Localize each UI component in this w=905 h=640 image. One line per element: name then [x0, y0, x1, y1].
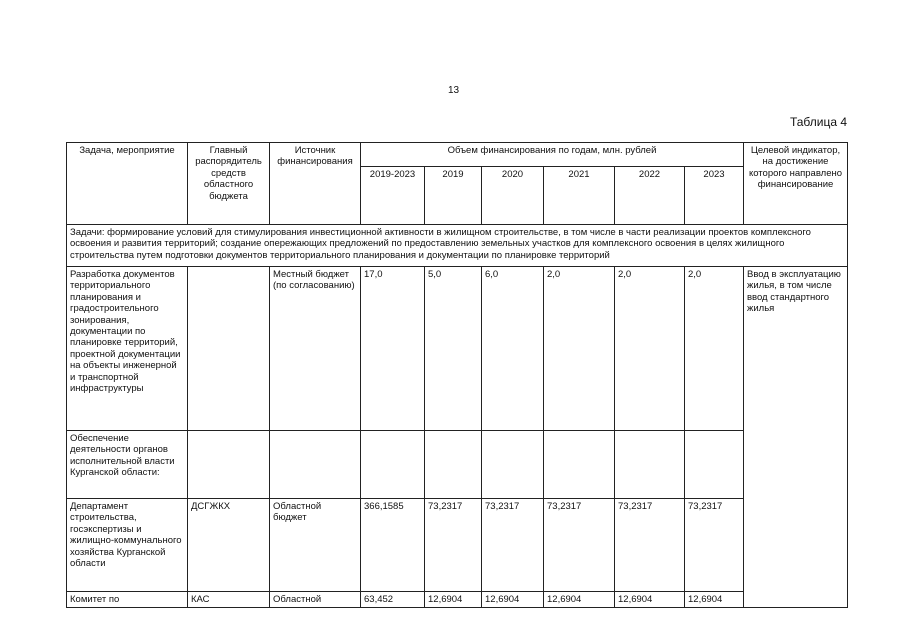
cell-value — [544, 431, 615, 499]
cell-value: 12,6904 — [615, 592, 685, 608]
table-row — [67, 267, 848, 431]
table-row — [67, 431, 848, 499]
cell-manager: ДСГЖКХ — [188, 499, 270, 592]
cell-value — [361, 431, 425, 499]
cell-value: 12,6904 — [544, 592, 615, 608]
cell-task: Департамент строительства, госэкспертизы и жилищно-коммунального хозяйства Курганской области — [67, 499, 188, 592]
cell-target: Ввод в эксплуатацию жилья, в том числе ввод стандартного жилья — [744, 267, 848, 608]
cell-source: Областной бюджет — [270, 499, 361, 592]
cell-manager: КАС — [188, 592, 270, 608]
task-description: Задачи: формирование условий для стимулирования инвестиционной активности в жилищном строительстве, в том числе в части реализации проектов комплексного освоения и развития территорий; создание опережающих предложений по предоставлению земельных участков для комплексного освоения в целях жилищного строительства путем подготовки документов территориального планирования и документации по планировке территорий — [67, 225, 848, 267]
cell-value: 73,2317 — [615, 499, 685, 592]
cell-manager — [188, 267, 270, 431]
page-number: 13 — [448, 85, 460, 96]
cell-value: 12,6904 — [685, 592, 744, 608]
header-year: 2019-2023 — [361, 167, 425, 225]
cell-source: Областной — [270, 592, 361, 608]
cell-value — [685, 431, 744, 499]
cell-value: 6,0 — [482, 267, 544, 431]
cell-value: 63,452 — [361, 592, 425, 608]
cell-value: 73,2317 — [685, 499, 744, 592]
cell-value: 366,1585 — [361, 499, 425, 592]
cell-value: 73,2317 — [482, 499, 544, 592]
cell-value: 73,2317 — [425, 499, 482, 592]
cell-value: 17,0 — [361, 267, 425, 431]
cell-value: 12,6904 — [425, 592, 482, 608]
cell-value: 12,6904 — [482, 592, 544, 608]
cell-value: 2,0 — [685, 267, 744, 431]
header-year: 2023 — [685, 167, 744, 225]
header-row — [67, 143, 848, 167]
header-year: 2022 — [615, 167, 685, 225]
cell-manager — [188, 431, 270, 499]
header-manager: Главный распорядитель средств областного бюджета — [188, 143, 270, 225]
cell-source — [270, 431, 361, 499]
cell-task: Обеспечение деятельности органов исполнительной власти Курганской области: — [67, 431, 188, 499]
header-target: Целевой индикатор, на достижение которого направлено финансирование — [744, 143, 848, 225]
header-year: 2020 — [482, 167, 544, 225]
financing-table — [66, 142, 848, 608]
cell-value: 2,0 — [615, 267, 685, 431]
table-row — [67, 499, 848, 592]
task-row — [67, 225, 848, 267]
table-caption: Таблица 4 — [789, 115, 847, 129]
cell-value — [615, 431, 685, 499]
cell-source: Местный бюджет (по согласованию) — [270, 267, 361, 431]
cell-value: 5,0 — [425, 267, 482, 431]
cell-task: Комитет по — [67, 592, 188, 608]
header-year: 2019 — [425, 167, 482, 225]
header-task: Задача, мероприятие — [67, 143, 188, 225]
table-row — [67, 592, 848, 608]
cell-task: Разработка документов территориального планирования и градостроительного зонирования, документации по планировке территорий, проектной документации на объекты инженерной и транспортной инфраструктуры — [67, 267, 188, 431]
header-source: Источник финансирования — [270, 143, 361, 225]
header-year: 2021 — [544, 167, 615, 225]
cell-value: 73,2317 — [544, 499, 615, 592]
cell-value — [482, 431, 544, 499]
cell-value: 2,0 — [544, 267, 615, 431]
cell-value — [425, 431, 482, 499]
header-volume: Объем финансирования по годам, млн. рублей — [361, 143, 744, 167]
